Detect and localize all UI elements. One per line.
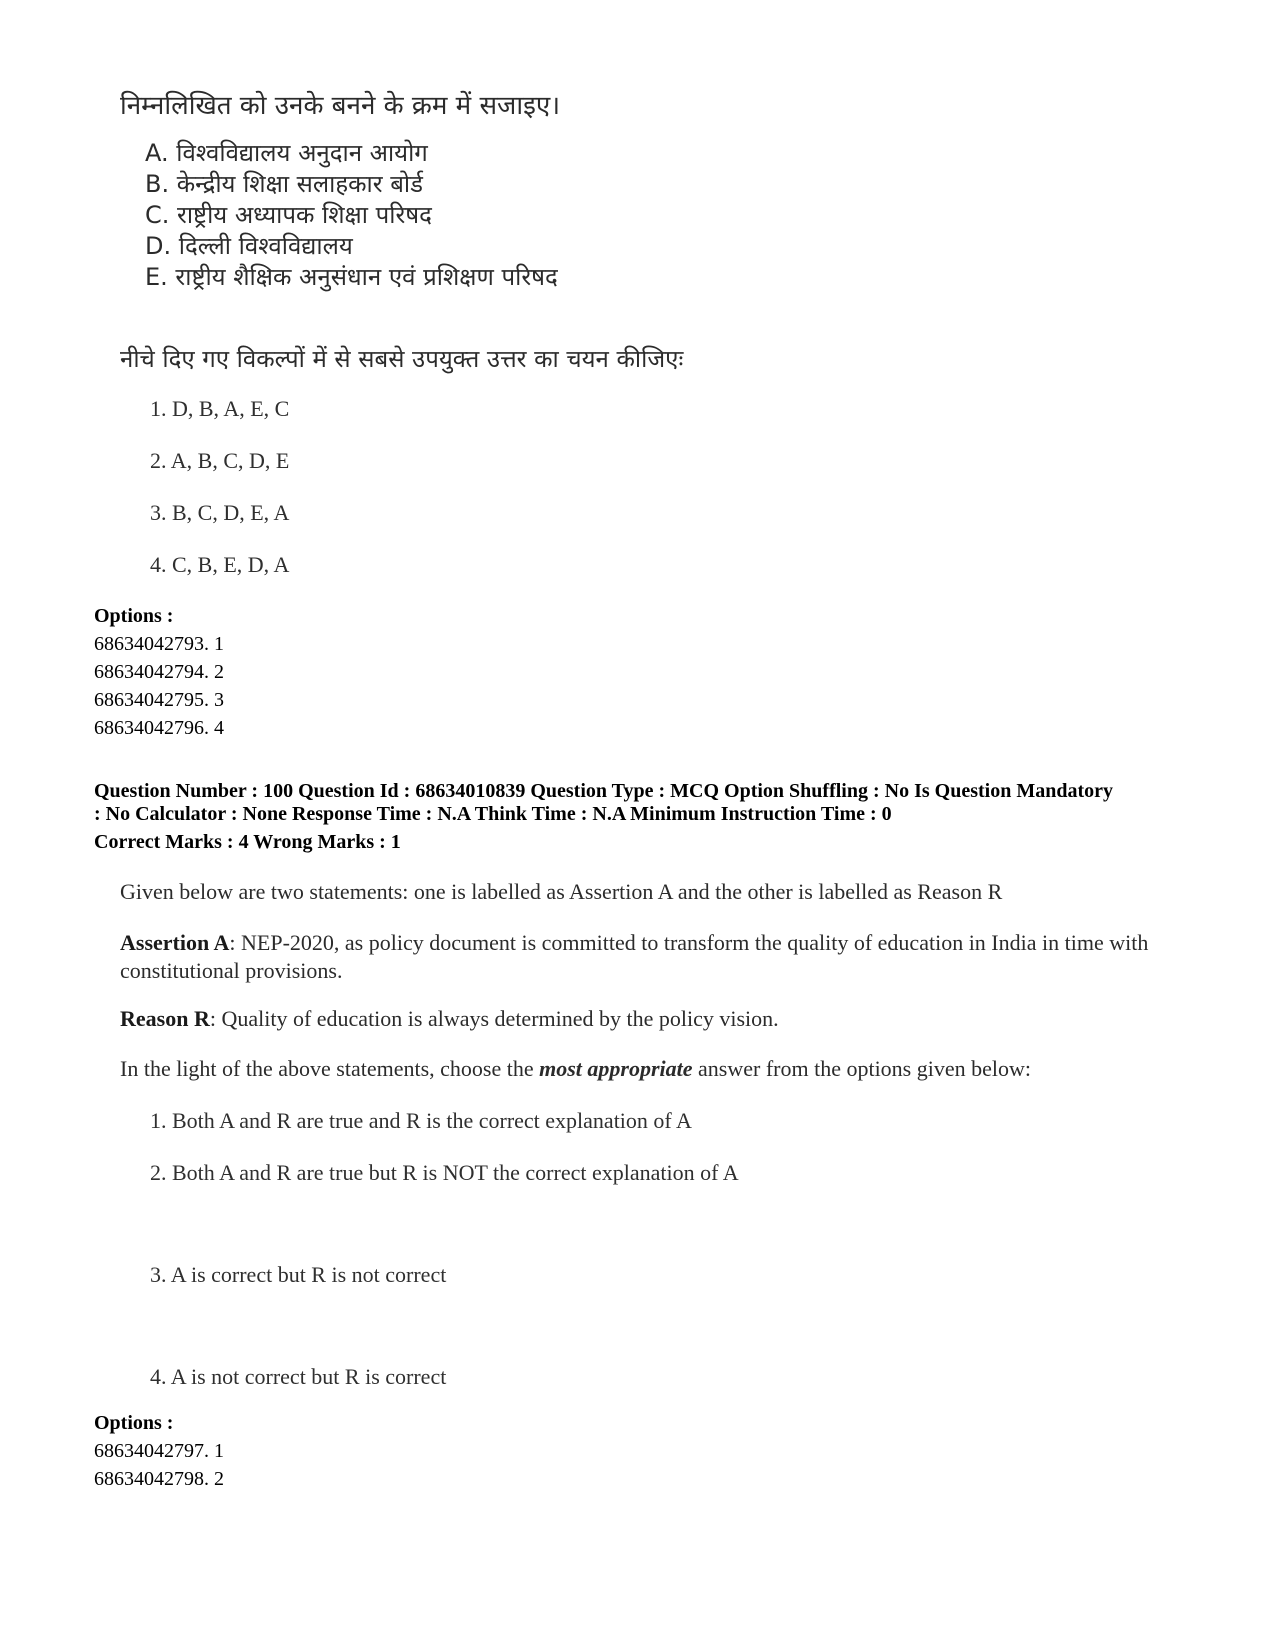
option-id: 68634042795. 3 [94,689,224,711]
answer-instruction [120,1056,1031,1082]
statement-b: B. केन्द्रीय शिक्षा सलाहकार बोर्ड [145,170,423,198]
question-meta-line-1: Question Number : 100 Question Id : 68634010839 Question Type : MCQ Option Shuffling : No Is Question Mandatory [94,780,1113,802]
statement-c: C. राष्ट्रीय अध्यापक शिक्षा परिषद [145,201,432,229]
choice-1: 1. D, B, A, E, C [150,396,290,421]
question-prompt: निम्नलिखित को उनके बनने के क्रम में सजाइए। [120,91,561,121]
question-meta-line-2: : No Calculator : None Response Time : N.A Think Time : N.A Minimum Instruction Time : 0 [94,803,892,825]
statement-e: E. राष्ट्रीय शैक्षिक अनुसंधान एवं प्रशिक्षण परिषद [145,263,558,291]
reason-text: : Quality of education is always determined by the policy vision. [209,1006,779,1031]
question-marks: Correct Marks : 4 Wrong Marks : 1 [94,831,401,853]
statements-intro: Given below are two statements: one is labelled as Assertion A and the other is labelled as Reason R [120,879,1003,904]
option-id: 68634042794. 2 [94,661,224,683]
choice-1: 1. Both A and R are true and R is the correct explanation of A [150,1108,692,1133]
assertion-label: Assertion A [120,930,230,955]
instruction-pre: In the light of the above statements, choose the [120,1056,540,1081]
choice-4: 4. A is not correct but R is correct [150,1364,447,1389]
options-heading: Options : [94,1412,174,1434]
option-id: 68634042793. 1 [94,633,224,655]
option-id: 68634042796. 4 [94,717,224,739]
instruction-emphasis: most appropriate [539,1056,693,1081]
reason-label: Reason R [120,1006,210,1031]
statement-d: D. दिल्ली विश्वविद्यालय [145,232,353,260]
choice-2: 2. A, B, C, D, E [150,448,290,473]
reason-statement [120,1006,779,1032]
choice-instruction: नीचे दिए गए विकल्पों में से सबसे उपयुक्त उत्तर का चयन कीजिएः [120,345,684,373]
option-id: 68634042797. 1 [94,1440,224,1462]
choice-4: 4. C, B, E, D, A [150,552,290,577]
choice-3: 3. A is correct but R is not correct [150,1262,447,1287]
assertion-text: : NEP-2020, as policy document is committed to transform the quality of education in India in time with constitutional provisions. [120,930,1149,983]
choice-3: 3. B, C, D, E, A [150,500,290,525]
options-heading: Options : [94,605,174,627]
assertion-statement [120,929,1170,985]
choice-2: 2. Both A and R are true but R is NOT the correct explanation of A [150,1160,739,1185]
option-id: 68634042798. 2 [94,1468,224,1490]
statement-a: A. विश्वविद्यालय अनुदान आयोग [145,139,428,167]
instruction-post: answer from the options given below: [692,1056,1032,1081]
